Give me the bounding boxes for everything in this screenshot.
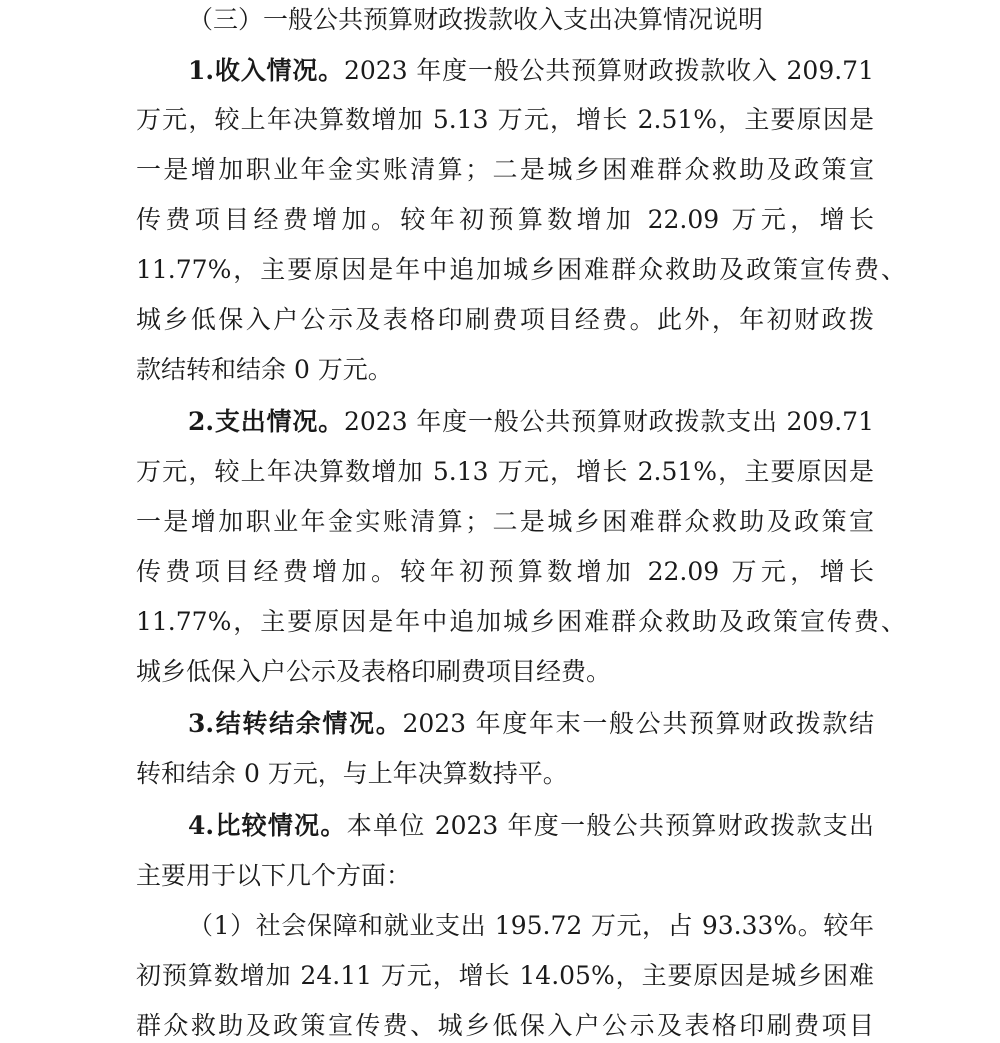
comparison-heading: 4.比较情况。 — [188, 811, 347, 840]
paragraph-income-line-4: 传费项目经费增加。较年初预算数增加 22.09 万元，增长 — [136, 205, 874, 234]
paragraph-social-security-line-2: 初预算数增加 24.11 万元，增长 14.05%，主要原因是城乡困难 — [136, 961, 874, 990]
paragraph-income-line-1: 1.收入情况。2023 年度一般公共预算财政拨款收入 209.71 — [188, 56, 874, 85]
paragraph-balance-line-1: 3.结转结余情况。2023 年度年末一般公共预算财政拨款结 — [188, 709, 874, 738]
paragraph-income-line-5: 11.77%，主要原因是年中追加城乡困难群众救助及政策宣传费、 — [136, 255, 906, 284]
paragraph-expenditure-line-3: 一是增加职业年金实账清算；二是城乡困难群众救助及政策宣 — [136, 507, 874, 536]
paragraph-income-line-2: 万元，较上年决算数增加 5.13 万元，增长 2.51%，主要原因是 — [136, 105, 874, 134]
balance-heading: 3.结转结余情况。 — [188, 709, 403, 738]
paragraph-expenditure-line-2: 万元，较上年决算数增加 5.13 万元，增长 2.51%，主要原因是 — [136, 457, 874, 486]
paragraph-social-security-line-1: （1）社会保障和就业支出 195.72 万元，占 93.33%。较年 — [188, 911, 874, 940]
expenditure-heading: 2.支出情况。 — [188, 407, 344, 436]
paragraph-expenditure-line-5: 11.77%，主要原因是年中追加城乡困难群众救助及政策宣传费、 — [136, 607, 906, 636]
section-heading: （三）一般公共预算财政拨款收入支出决算情况说明 — [188, 5, 764, 34]
paragraph-income-line-7: 款结转和结余 0 万元。 — [136, 355, 393, 384]
paragraph-expenditure-line-4: 传费项目经费增加。较年初预算数增加 22.09 万元，增长 — [136, 557, 874, 586]
income-heading: 1.收入情况。 — [188, 56, 344, 85]
paragraph-income-line-6: 城乡低保入户公示及表格印刷费项目经费。此外，年初财政拨 — [136, 305, 874, 334]
paragraph-income-line-3: 一是增加职业年金实账清算；二是城乡困难群众救助及政策宣 — [136, 155, 874, 184]
paragraph-comparison-line-2: 主要用于以下几个方面： — [136, 861, 412, 890]
paragraph-expenditure-line-6: 城乡低保入户公示及表格印刷费项目经费。 — [136, 657, 612, 686]
paragraph-expenditure-line-1: 2.支出情况。2023 年度一般公共预算财政拨款支出 209.71 — [188, 407, 874, 436]
paragraph-social-security-line-3: 群众救助及政策宣传费、城乡低保入户公示及表格印刷费项目 — [136, 1011, 874, 1040]
paragraph-comparison-line-1: 4.比较情况。本单位 2023 年度一般公共预算财政拨款支出 — [188, 811, 874, 840]
paragraph-balance-line-2: 转和结余 0 万元，与上年决算数持平。 — [136, 759, 568, 788]
